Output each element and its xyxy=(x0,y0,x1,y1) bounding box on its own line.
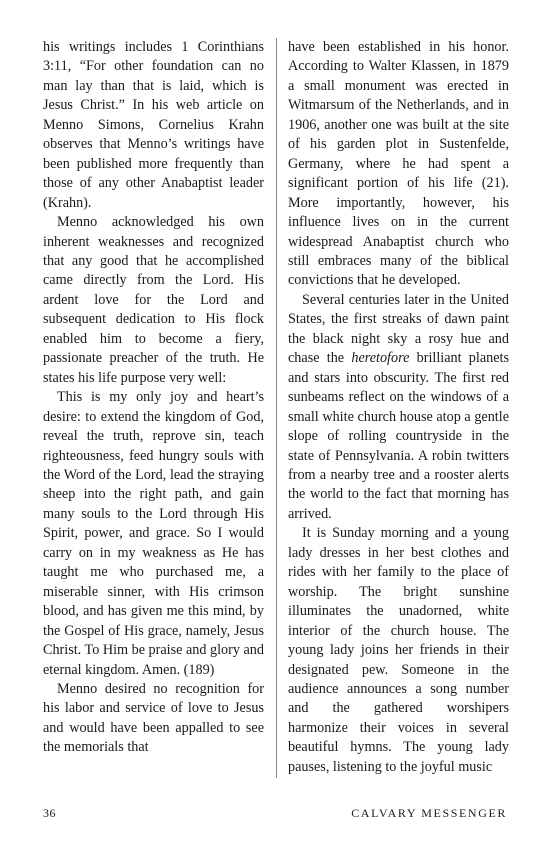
paragraph-continued: his writings includes 1 Corinthians 3:11, “For other foundation can no man lay than that is laid, which is Jesus Christ.” In his web article on Menno Simons, Cornelius Krahn observes that Menno’s writings have been published more frequently than those of any other Anabaptist leader (Krahn). xyxy=(43,39,264,211)
right-column xyxy=(288,38,509,777)
left-column xyxy=(43,38,264,758)
paragraph: Menno desired no recognition for his labor and service of love to Jesus and would have been appalled to see the memorials that xyxy=(43,680,264,756)
page-number: 36 xyxy=(43,806,56,820)
column-divider xyxy=(276,38,277,778)
paragraph xyxy=(288,291,509,524)
running-footer-title: CALVARY MESSENGER xyxy=(351,806,507,820)
paragraph: Menno acknowledged his own inherent weaknesses and recognized that any good that he accomplished came directly from the Lord. His ardent love for the Lord and subsequent dedication to His flock enabled him to become a fiery, passionate preacher of the truth. He states his life purpose very well: xyxy=(43,214,264,386)
italic-word: heretofore xyxy=(351,350,410,367)
paragraph-text: Several centuries later in the United States, the first streaks of dawn paint the black night sky a rosy hue and chase the xyxy=(288,291,509,367)
paragraph: It is Sunday morning and a young lady dresses in her best clothes and rides with her family to the place of worship. The bright sunshine illuminates the unadorned, white interior of the church house. The young lady joins her friends in their designated pew. Someone in the audience announces a song number and the gathered worshipers harmonize their voices in several beautiful hymns. The young lady pauses, listening to the joyful music xyxy=(288,525,509,775)
paragraph-text: brilliant planets and stars into obscurity. The first red sunbeams reflect on the windows of a small white church house atop a gentle slope of rolling countryside in the state of Pennsylvania. A robin twitters from a nearby tree and a rooster alerts the world to the fact that morning has arrived. xyxy=(288,350,509,522)
block-quote: This is my only joy and heart’s desire: to extend the kingdom of God, reveal the truth, reprove sin, teach righteousness, feed hungry souls with the Word of the Lord, lead the straying sheep into the right path, and gain many souls to the Lord through His Spirit, power, and grace. So I would carry on in my weakness as He has taught me who purchased me, a miserable sinner, with His crimson blood, and has given me this mind, by the Gospel of His grace, namely, Jesus Christ. To Him be praise and glory and eternal kingdom. Amen. (189) xyxy=(43,389,264,678)
paragraph-continued: have been established in his honor. According to Walter Klassen, in 1879 a small monument was erected in Witmarsum of the Netherlands, and in 1906, another one was built at the site of his garden plot in Sustenfelde, Germany, where he had spent a significant portion of his life (21). More importantly, however, his influence lives on in the current widespread Anabaptist church who still embraces many of the biblical convictions that he developed. xyxy=(288,39,509,289)
